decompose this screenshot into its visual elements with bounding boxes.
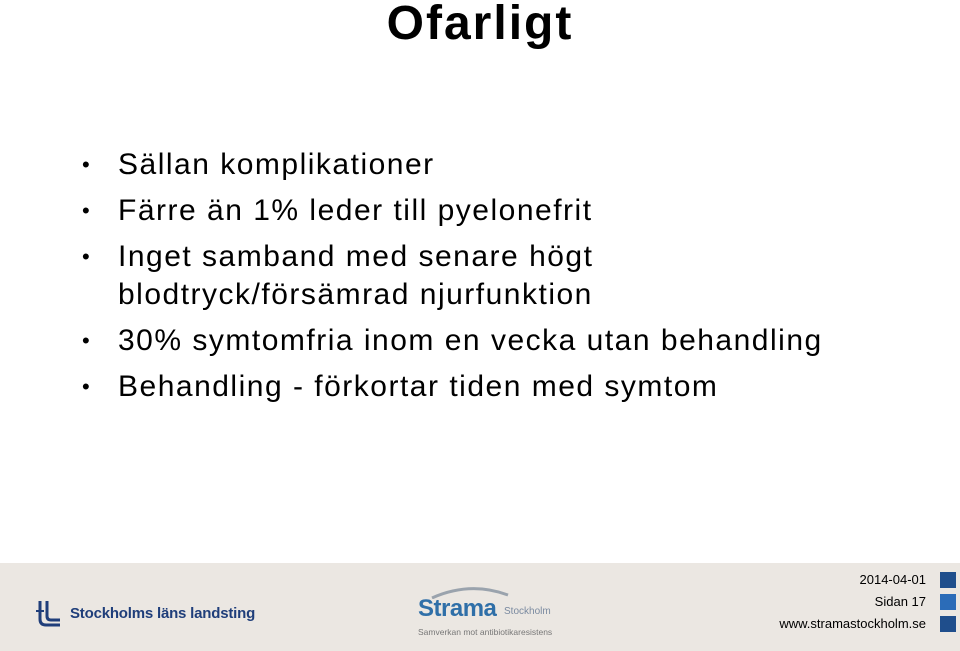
bullet-item <box>80 322 840 360</box>
bullet-text: Behandling - förkortar tiden med symtom <box>118 370 719 403</box>
sll-name: Stockholms läns landsting <box>70 605 256 622</box>
bullet-text: Färre än 1% leder till pyelonefrit <box>118 194 593 227</box>
bullet-dot-icon: • <box>82 374 92 399</box>
strama-tagline: Samverkan mot antibiotikaresistens <box>418 627 553 637</box>
bullet-dot-icon: • <box>82 152 92 177</box>
bullet-text: Inget samband med senare högt blodtryck/försämrad njurfunktion <box>118 240 594 311</box>
slide-title: Ofarligt <box>386 0 574 50</box>
bullet-text: 30% symtomfria inom en vecka utan behandling <box>118 324 823 357</box>
bullet-dot-icon: • <box>82 198 92 223</box>
square-icon <box>940 572 956 588</box>
square-icon <box>940 594 956 610</box>
bullet-item <box>80 192 840 230</box>
strama-region: Stockholm <box>504 606 551 617</box>
strama-logo <box>416 585 566 643</box>
bullet-item <box>80 146 840 184</box>
bullet-list <box>80 146 840 414</box>
strama-name: Strama <box>418 595 497 622</box>
sll-logo-icon <box>36 599 64 627</box>
square-icon <box>940 616 956 632</box>
bullet-text: Sällan komplikationer <box>118 148 435 181</box>
bullet-item <box>80 368 840 406</box>
website-link: www.stramastockholm.se <box>779 616 926 631</box>
slide-page-number: Sidan 17 <box>874 594 926 609</box>
slide-footer <box>0 563 960 651</box>
decor-squares <box>940 572 956 638</box>
bullet-dot-icon: • <box>82 328 92 353</box>
bullet-dot-icon: • <box>82 244 92 269</box>
bullet-item <box>80 238 840 314</box>
slide-date: 2014-04-01 <box>859 572 926 587</box>
